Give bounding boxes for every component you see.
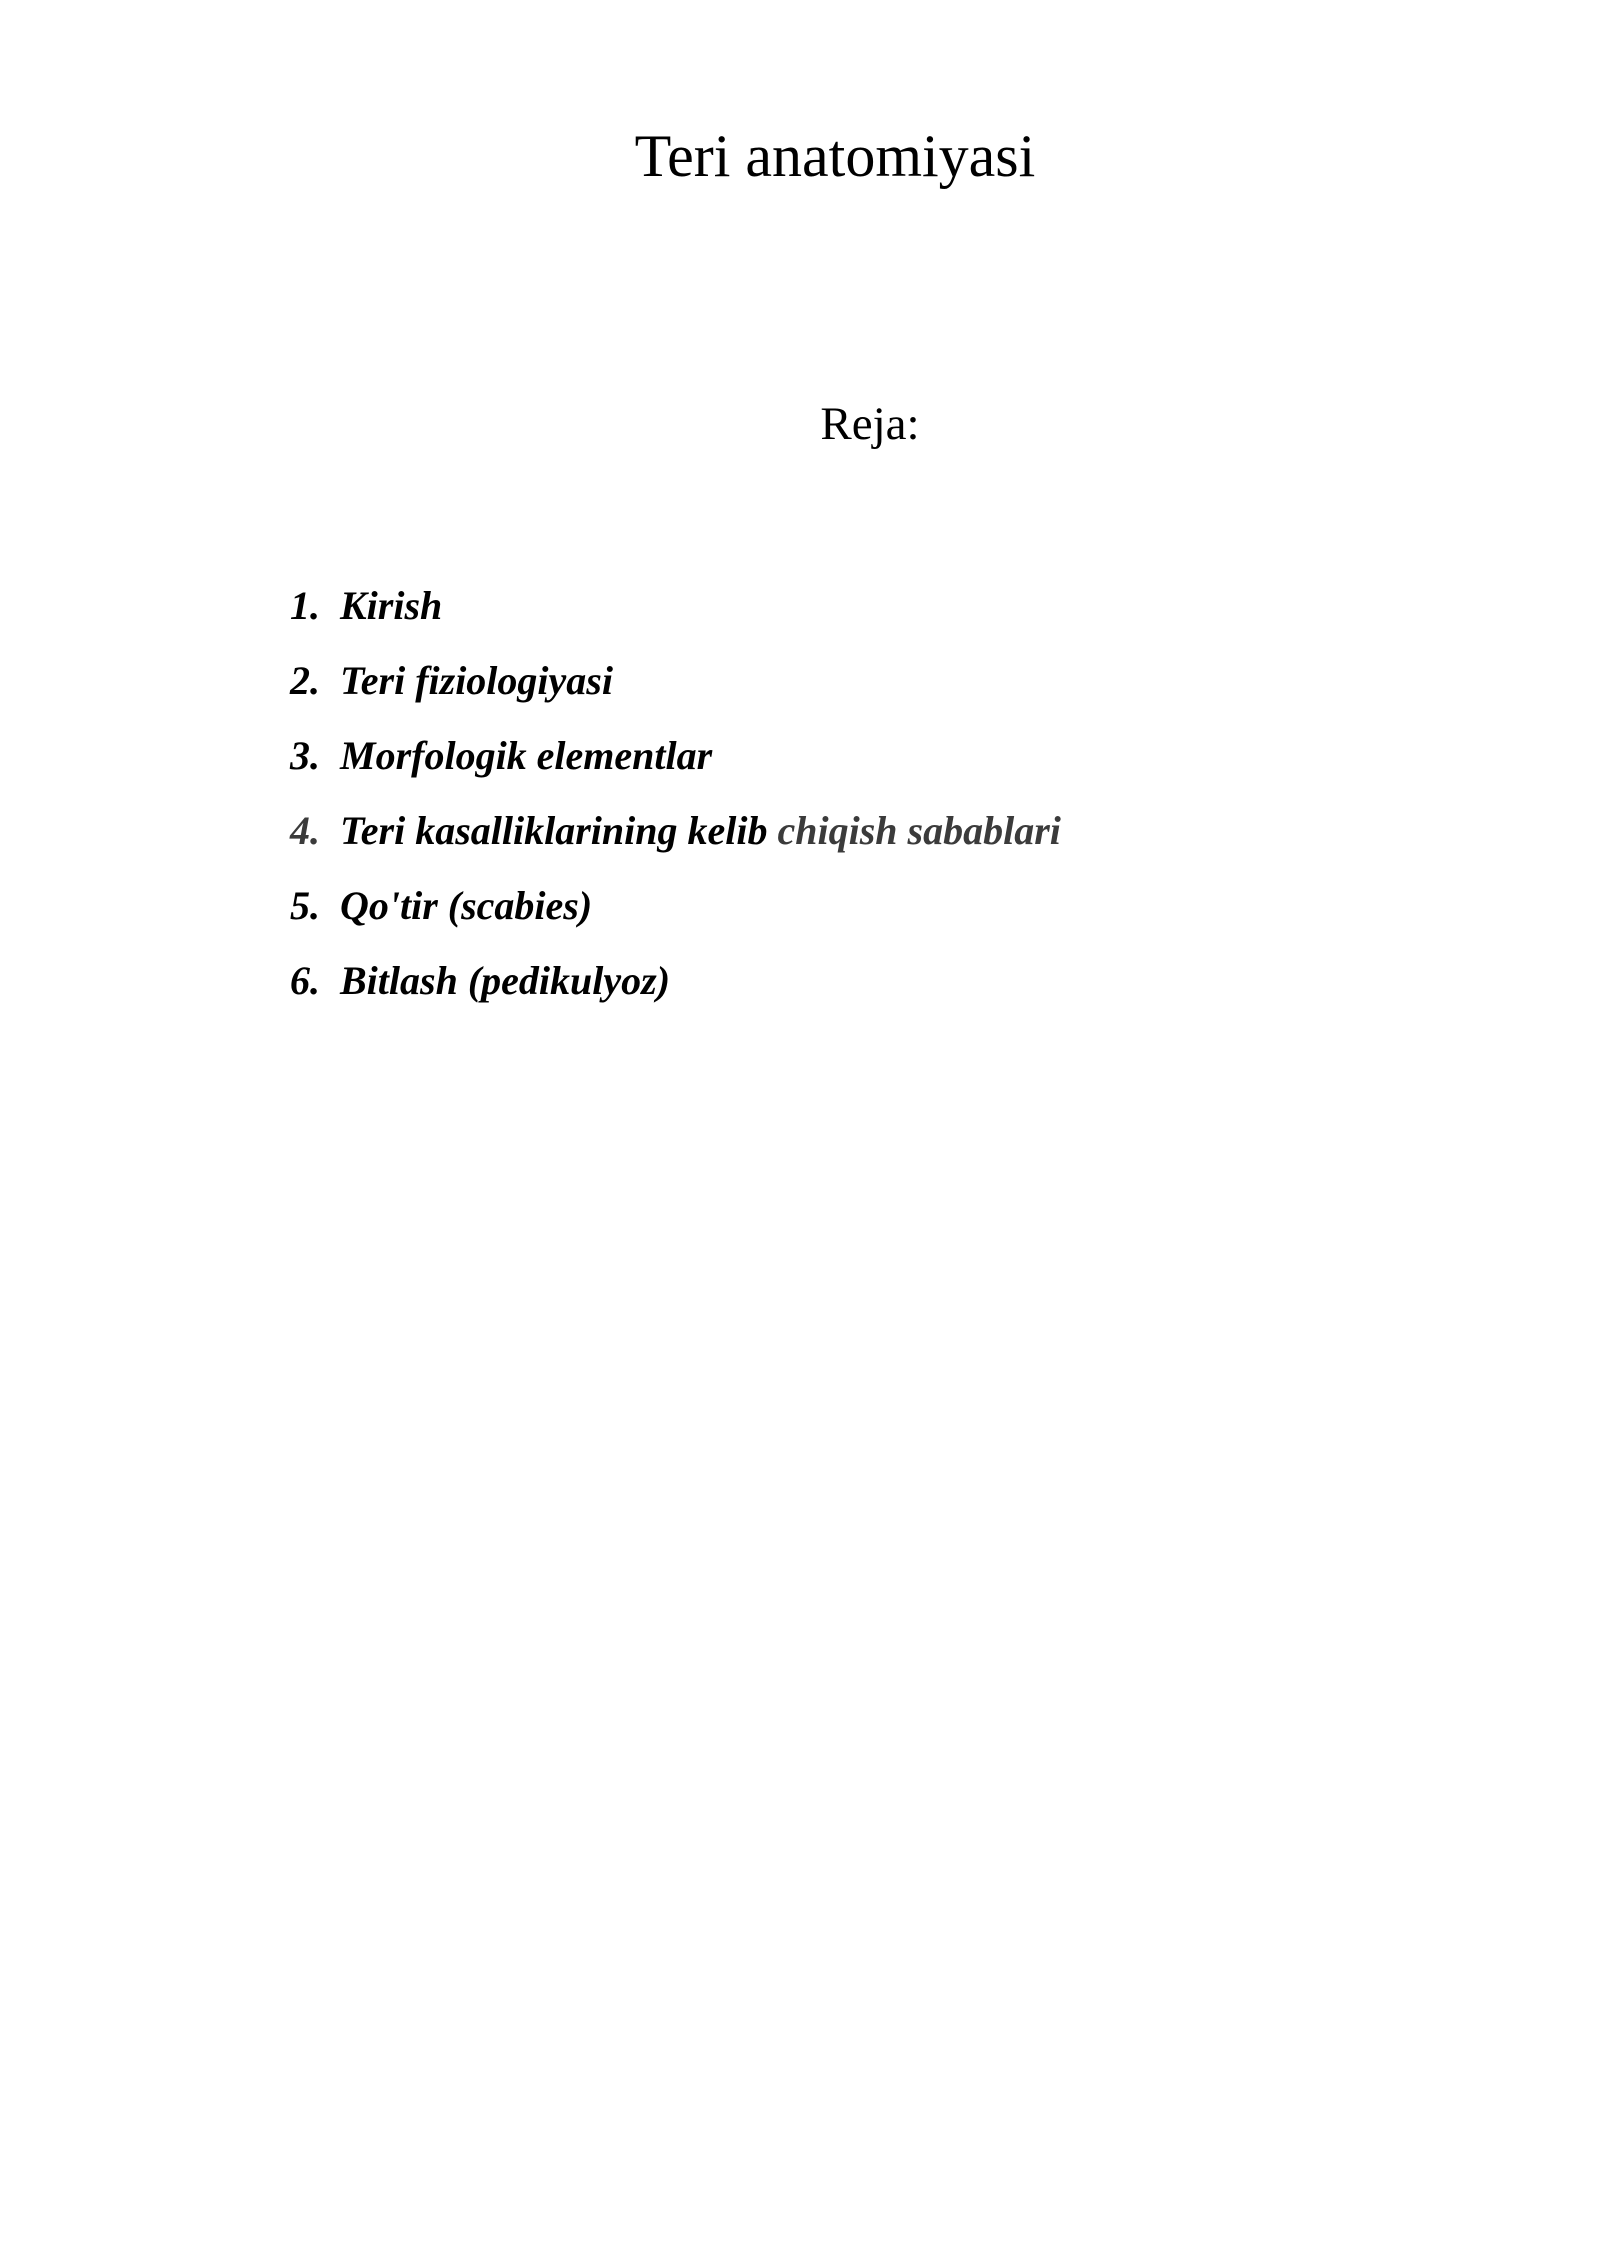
plan-list bbox=[290, 576, 1061, 1026]
plan-item-number: 3. bbox=[290, 733, 320, 778]
plan-item-number: 6. bbox=[290, 958, 320, 1003]
plan-item-number: 2. bbox=[290, 658, 320, 703]
document-title: Teri anatomiyasi bbox=[634, 123, 1036, 189]
plan-item-text: Qo'tir (scabies) bbox=[340, 883, 593, 928]
plan-item-text: Teri fiziologiyasi bbox=[340, 658, 613, 703]
plan-item-morfologik-elementlar bbox=[290, 726, 1061, 801]
plan-heading: Reja: bbox=[820, 398, 920, 450]
plan-item-text: Bitlash (pedikulyoz) bbox=[340, 958, 671, 1003]
plan-item-text: Kirish bbox=[340, 583, 443, 628]
plan-item-text bbox=[340, 801, 1061, 861]
plan-item-number: 5. bbox=[290, 883, 320, 928]
plan-item-teri-fiziologiyasi bbox=[290, 651, 1061, 726]
plan-item-bitlash bbox=[290, 951, 1061, 1026]
plan-item-qotir bbox=[290, 876, 1061, 951]
plan-item-text-faded: chiqish sabablari bbox=[777, 808, 1061, 853]
plan-item-number: 4. bbox=[290, 808, 320, 853]
plan-item-kirish bbox=[290, 576, 1061, 651]
plan-item-text-main: Teri kasalliklarining kelib bbox=[340, 808, 778, 853]
plan-item-kasalliklar-sabablari bbox=[290, 801, 1061, 876]
plan-item-number: 1. bbox=[290, 583, 320, 628]
plan-item-text: Morfologik elementlar bbox=[340, 733, 713, 778]
